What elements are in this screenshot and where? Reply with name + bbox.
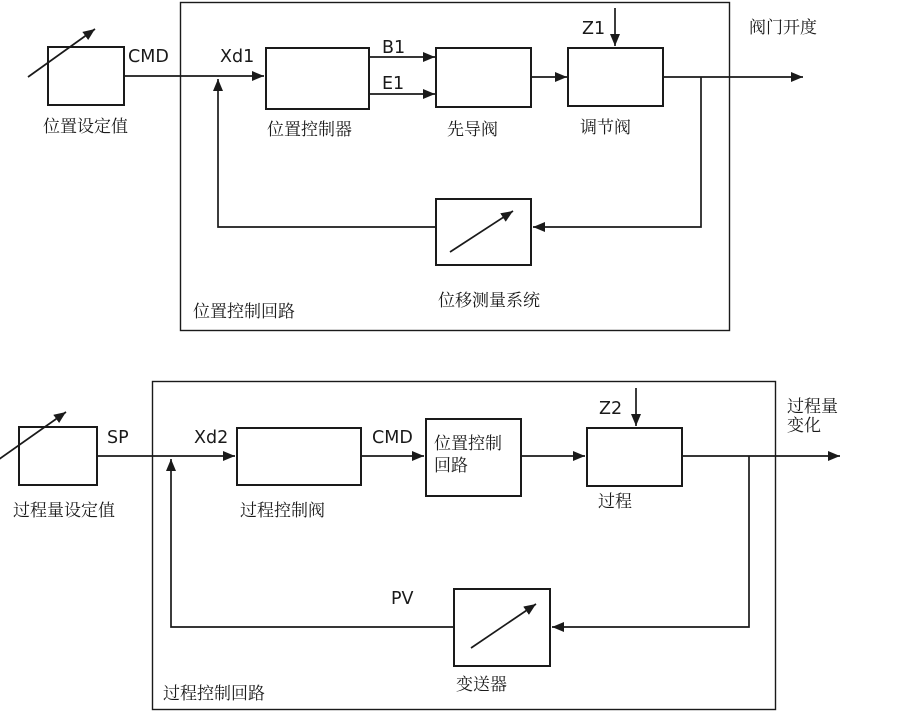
e1-signal-label: E1	[382, 74, 405, 94]
process-setpoint-box	[19, 427, 97, 485]
pv-signal-label: PV	[391, 589, 414, 609]
pilot-valve-label: 先导阀	[447, 120, 498, 140]
process-control-valve-label: 过程控制阀	[240, 501, 325, 521]
displacement-measurement-label: 位移测量系统	[438, 291, 540, 311]
regulating-valve-label: 调节阀	[580, 118, 631, 138]
position-controller-label: 位置控制器	[267, 120, 352, 140]
process-loop-boundary-label: 过程控制回路	[163, 684, 265, 704]
process-control-loop-group	[0, 382, 840, 710]
z2-signal-label: Z2	[599, 399, 623, 419]
valve-opening-label: 阀门开度	[749, 18, 817, 38]
transmitter-label: 变送器	[456, 675, 507, 695]
regulating-valve-box	[568, 48, 663, 106]
process-control-valve-box	[237, 428, 361, 485]
position-setpoint-box	[48, 47, 124, 105]
xd1-signal-label: Xd1	[220, 47, 255, 67]
position-loop-boundary-label: 位置控制回路	[193, 302, 295, 322]
sp-signal-label: SP	[107, 428, 129, 448]
process-label: 过程	[598, 492, 632, 512]
inner-loop-label-line2: 回路	[434, 456, 468, 476]
displacement-measurement-box	[436, 199, 531, 265]
position-setpoint-label: 位置设定值	[43, 117, 128, 137]
process-setpoint-label: 过程量设定值	[13, 501, 115, 521]
position-controller-box	[266, 48, 369, 109]
position-control-loop-group	[28, 3, 817, 331]
b1-signal-label: B1	[382, 38, 406, 58]
z1-signal-label: Z1	[582, 19, 606, 39]
inner-loop-label-line1: 位置控制	[434, 434, 502, 454]
cmd-signal-label-bottom: CMD	[372, 428, 413, 448]
xd2-signal-label: Xd2	[194, 428, 229, 448]
process-box	[587, 428, 682, 486]
pilot-valve-box	[436, 48, 531, 107]
process-output-label-line2: 变化	[787, 416, 821, 436]
process-output-label-line1: 过程量	[787, 397, 838, 417]
cmd-signal-label: CMD	[128, 47, 169, 67]
